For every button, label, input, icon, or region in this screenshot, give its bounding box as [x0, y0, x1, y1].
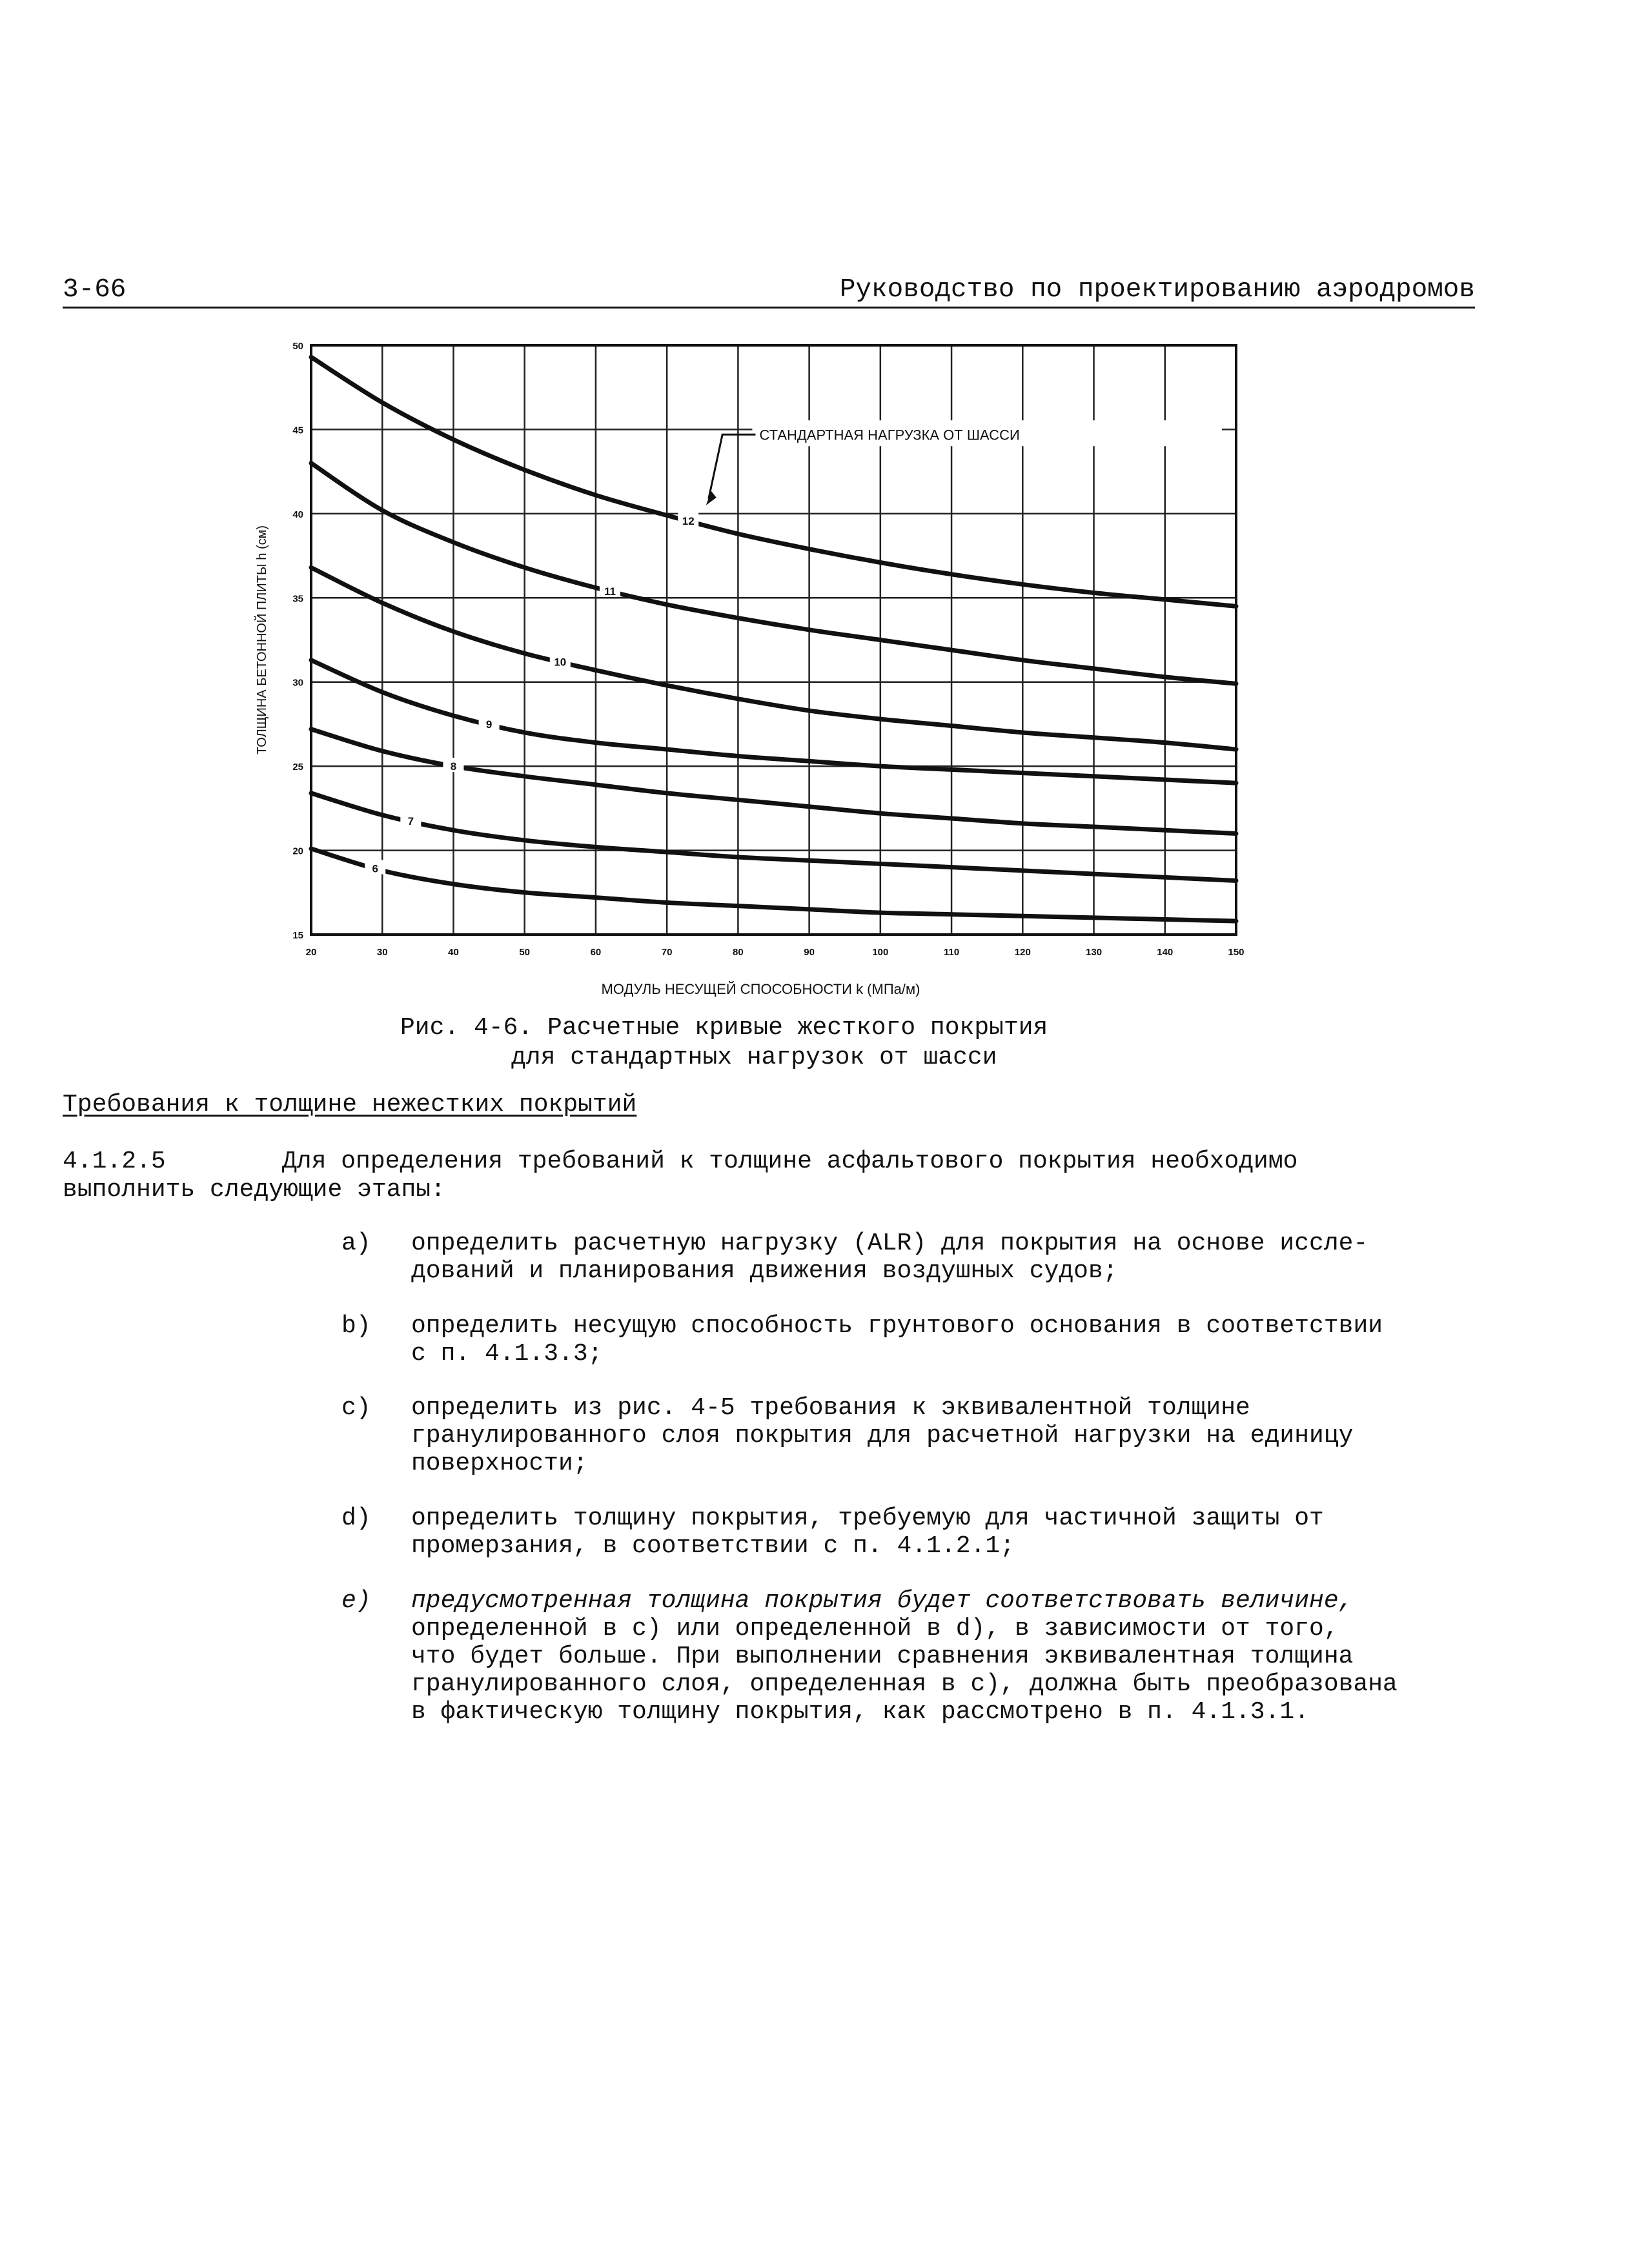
annotation-leader — [709, 434, 756, 499]
list-line: определить из рис. 4-5 требования к эквивалентной толщине — [411, 1394, 1250, 1422]
y-axis-label: ТОЛЩИНА БЕТОННОЙ ПЛИТЫ h (см) — [255, 525, 269, 755]
list-line: гранулированного слоя покрытия для расчетной нагрузки на единицу — [411, 1422, 1354, 1450]
list-line: промерзания, в соответствии с п. 4.1.2.1; — [411, 1532, 1015, 1560]
list-marker: a) — [341, 1230, 371, 1257]
list-line: гранулированного слоя, определенная в c), должна быть преобразована — [411, 1670, 1397, 1698]
list-marker: d) — [341, 1504, 371, 1532]
x-tick-label: 90 — [804, 947, 815, 958]
list-marker: c) — [341, 1394, 371, 1422]
list-line: определить расчетную нагрузку (ALR) для покрытия на основе иссле- — [411, 1230, 1368, 1257]
list-marker: e) — [341, 1587, 371, 1615]
x-tick-label: 100 — [872, 947, 889, 958]
x-tick-label: 150 — [1228, 947, 1245, 958]
list-line: определить несущую способность грунтового основания в соответствии — [411, 1312, 1383, 1340]
series-label-11: 11 — [604, 585, 616, 598]
book-title: Руководство по проектированию аэродромов — [839, 275, 1475, 305]
paragraph-line-1: Для определения требований к толщине асфальтового покрытия необходимо — [282, 1148, 1298, 1175]
header-rule — [63, 307, 1475, 309]
list-line: предусмотренная толщина покрытия будет соответствовать величине, — [411, 1587, 1354, 1615]
list-line: с п. 4.1.3.3; — [411, 1340, 603, 1368]
x-tick-label: 110 — [943, 947, 960, 958]
figure-4-6 — [245, 326, 1278, 1010]
paragraph-number: 4.1.2.5 — [63, 1148, 166, 1175]
series-label-9: 9 — [485, 718, 493, 731]
series-line-11 — [311, 463, 1236, 684]
series-line-7 — [311, 793, 1236, 881]
x-tick-label: 140 — [1157, 947, 1174, 958]
x-tick-label: 50 — [519, 947, 531, 958]
series-label-7: 7 — [407, 815, 414, 828]
list-line: дований и планирования движения воздушных судов; — [411, 1257, 1118, 1285]
annotation-label: СТАНДАРТНАЯ НАГРУЗКА ОТ ШАССИ — [759, 427, 1020, 443]
paragraph-line-2: выполнить следующие этапы: — [63, 1176, 445, 1204]
y-tick-label: 25 — [292, 762, 303, 773]
y-tick-label: 30 — [292, 677, 303, 689]
x-tick-label: 40 — [448, 947, 459, 958]
y-tick-label: 20 — [292, 845, 303, 857]
series-label-6: 6 — [372, 862, 378, 875]
x-tick-label: 30 — [376, 947, 388, 958]
running-head — [63, 270, 1475, 309]
y-tick-label: 40 — [292, 509, 303, 520]
x-tick-label: 120 — [1014, 947, 1031, 958]
annotation-arrowhead — [706, 491, 716, 505]
x-tick-label: 80 — [733, 947, 744, 958]
series-line-8 — [311, 729, 1236, 834]
x-tick-label: 130 — [1086, 947, 1103, 958]
x-axis-label: МОДУЛЬ НЕСУЩЕЙ СПОСОБНОСТИ k (МПа/м) — [601, 981, 920, 997]
section-heading: Требования к толщине нежестких покрытий — [63, 1091, 637, 1119]
rigid-pavement-chart — [245, 326, 1278, 1010]
x-tick-label: 60 — [590, 947, 602, 958]
list-line: что будет больше. При выполнении сравнения эквивалентная толщина — [411, 1643, 1354, 1670]
y-tick-label: 50 — [292, 341, 303, 352]
list-line: определить толщину покрытия, требуемую для частичной защиты от — [411, 1504, 1324, 1532]
list-line: поверхности; — [411, 1450, 588, 1477]
list-marker: b) — [341, 1312, 371, 1340]
series-label-12: 12 — [682, 515, 695, 528]
list-line: в фактическую толщину покрытия, как рассмотрено в п. 4.1.3.1. — [411, 1698, 1310, 1726]
series-label-8: 8 — [450, 760, 457, 773]
series-line-12 — [311, 357, 1236, 606]
x-tick-label: 70 — [661, 947, 673, 958]
y-tick-label: 45 — [292, 425, 303, 436]
y-tick-label: 15 — [292, 930, 303, 941]
caption-line-2: для стандартных нагрузок от шасси — [511, 1044, 997, 1071]
page-number: 3-66 — [63, 275, 127, 305]
y-tick-label: 35 — [292, 593, 303, 605]
x-tick-label: 20 — [305, 947, 317, 958]
list-line: определенной в c) или определенной в d), в зависимости от того, — [411, 1615, 1339, 1643]
caption-line-1: Рис. 4-6. Расчетные кривые жесткого покрытия — [400, 1014, 1048, 1042]
series-label-10: 10 — [554, 656, 567, 669]
